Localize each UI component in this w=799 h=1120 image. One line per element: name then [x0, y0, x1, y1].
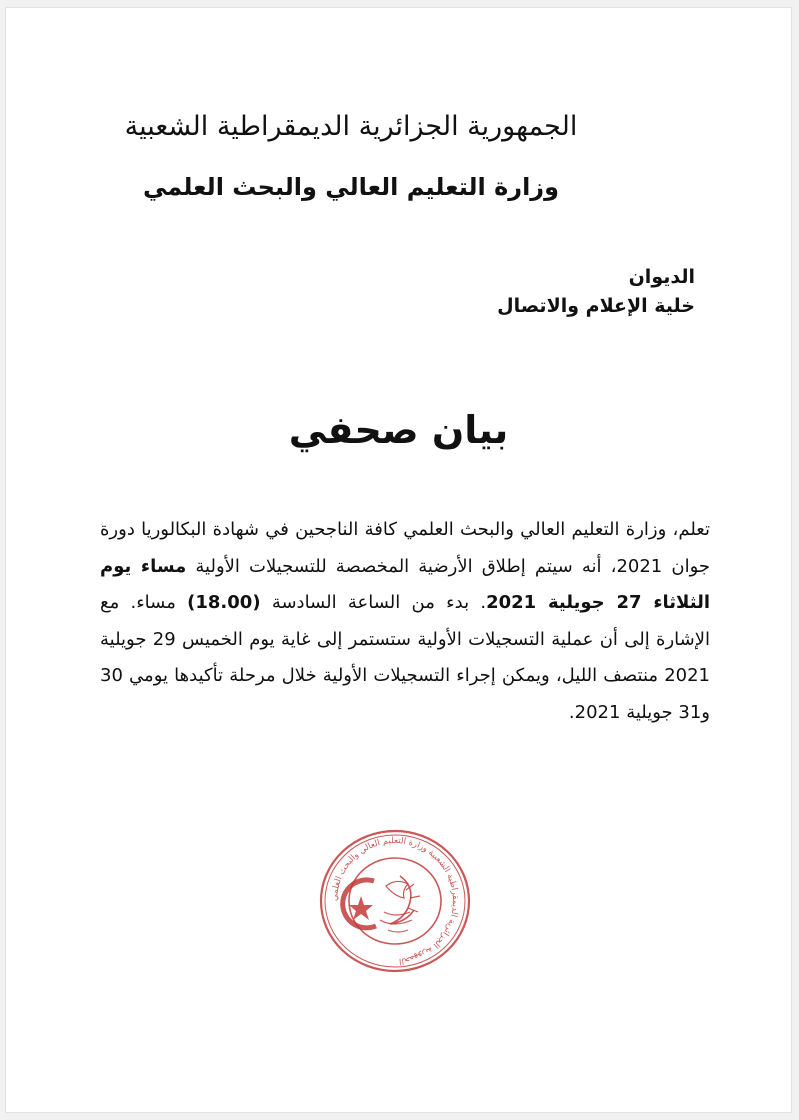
body-bold-date: مساء يوم الثلاثاء 27 جويلية 2021 [100, 555, 710, 613]
republic-heading: الجمهورية الجزائرية الديمقراطية الشعبية [124, 111, 578, 142]
ministry-heading: وزارة التعليم العالي والبحث العلمي [142, 172, 560, 201]
body-text-part: . بدء من الساعة السادسة [260, 592, 487, 613]
body-paragraph [100, 512, 710, 731]
stamp-ring-text: الجمهورية الجزائرية الديمقراطية الشعبية وزارة التعليم العالي والبحث العلمي [329, 835, 461, 966]
official-stamp-icon [314, 826, 476, 976]
office-line: الديوان [628, 266, 695, 288]
body-text-part: مساء. مع الإشارة إلى أن عملية التسجيلات الأولية ستستمر إلى غاية يوم الخميس 29 جويلية 2021 منتصف الليل، ويمكن إجراء التسجيلات الأولية خلال مرحلة تأكيدها يومي 30 و31 جويلية 2021. [100, 592, 710, 723]
document-title: بيان صحفي [288, 408, 509, 452]
office-subline: خلية الإعلام والاتصال [497, 295, 695, 317]
document-header [101, 110, 601, 202]
body-text-part: تعلم، وزارة التعليم العالي والبحث العلمي كافة الناجحين في شهادة البكالوريا دورة جوان 2021، أنه سيتم إطلاق الأرضية المخصصة للتسجيلات الأولية [100, 519, 710, 577]
office-block [497, 263, 695, 321]
document-page [6, 8, 791, 1112]
body-bold-time: (18.00) [187, 592, 261, 613]
